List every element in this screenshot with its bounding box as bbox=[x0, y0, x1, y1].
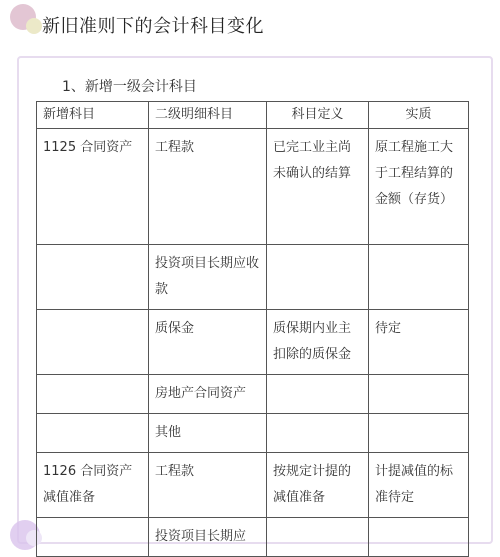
table-cell: 待定 bbox=[369, 310, 469, 375]
table-cell bbox=[37, 245, 149, 310]
accounts-table bbox=[36, 101, 469, 557]
table-cell: 计提减值的标准待定 bbox=[369, 453, 469, 518]
table-cell bbox=[37, 518, 149, 557]
table-cell: 1126 合同资产减值准备 bbox=[37, 453, 149, 518]
page-title: 新旧准则下的会计科目变化 bbox=[42, 16, 264, 37]
table-cell: 其他 bbox=[149, 414, 267, 453]
table-row bbox=[37, 129, 469, 245]
table-row bbox=[37, 375, 469, 414]
table-cell: 原工程施工大于工程结算的金额（存货） bbox=[369, 129, 469, 245]
table-cell bbox=[369, 375, 469, 414]
table-cell: 房地产合同资产 bbox=[149, 375, 267, 414]
table-cell bbox=[369, 518, 469, 557]
table-cell: 质保期内业主扣除的质保金 bbox=[267, 310, 369, 375]
table-cell bbox=[267, 375, 369, 414]
section-heading: 1、新增一级会计科目 bbox=[62, 79, 197, 95]
table-cell bbox=[267, 518, 369, 557]
table-cell: 工程款 bbox=[149, 129, 267, 245]
table-row bbox=[37, 453, 469, 518]
table-cell bbox=[369, 245, 469, 310]
decorative-circle bbox=[26, 18, 42, 34]
table-cell bbox=[369, 414, 469, 453]
table-cell: 质保金 bbox=[149, 310, 267, 375]
table-cell bbox=[37, 414, 149, 453]
table-row bbox=[37, 310, 469, 375]
table-cell: 按规定计提的减值准备 bbox=[267, 453, 369, 518]
table-header-row bbox=[37, 102, 469, 129]
table-row bbox=[37, 414, 469, 453]
column-header: 二级明细科目 bbox=[149, 102, 267, 129]
column-header: 科目定义 bbox=[267, 102, 369, 129]
table-cell: 投资项目长期应收款 bbox=[149, 245, 267, 310]
table-row bbox=[37, 518, 469, 557]
column-header: 实质 bbox=[369, 102, 469, 129]
table-cell: 投资项目长期应 bbox=[149, 518, 267, 557]
table-cell bbox=[267, 414, 369, 453]
table-cell: 工程款 bbox=[149, 453, 267, 518]
table-cell bbox=[37, 310, 149, 375]
table-cell: 1125 合同资产 bbox=[37, 129, 149, 245]
table-cell: 已完工业主尚未确认的结算 bbox=[267, 129, 369, 245]
table-row bbox=[37, 245, 469, 310]
table-cell bbox=[37, 375, 149, 414]
column-header: 新增科目 bbox=[37, 102, 149, 129]
table-cell bbox=[267, 245, 369, 310]
